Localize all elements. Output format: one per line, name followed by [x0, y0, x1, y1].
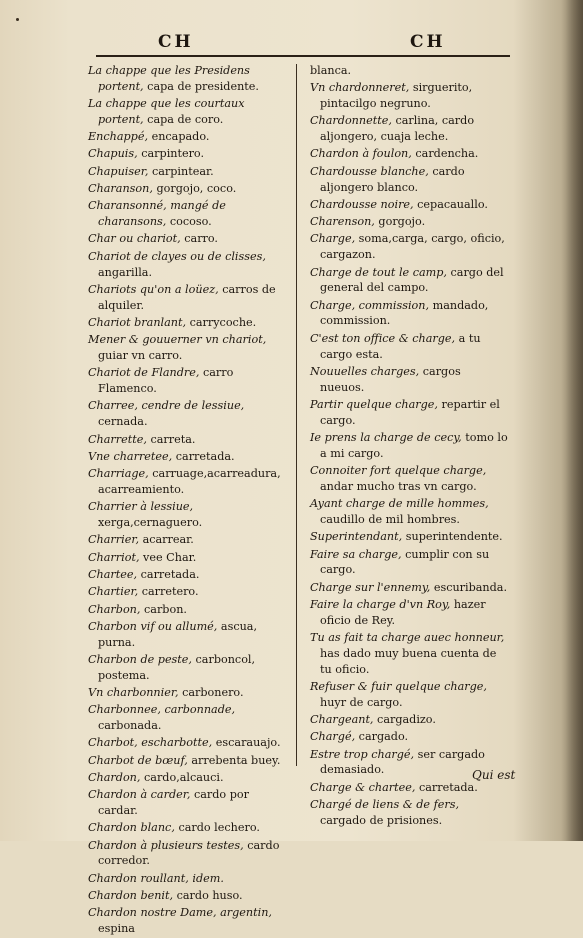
dictionary-entry — [310, 463, 508, 495]
dictionary-entry — [88, 905, 288, 937]
headword-french: Enchappé, — [88, 130, 149, 144]
headword-french: Chariot de clayes ou de clisses, — [88, 249, 266, 263]
headword-french: Chardon à plusieurs testes, — [88, 838, 244, 852]
translation-spanish: a tu cargo esta. — [320, 331, 481, 361]
dictionary-entry — [310, 630, 508, 677]
headword-french: Charge, — [310, 232, 356, 246]
translation-spanish: cargos nueuos. — [320, 364, 461, 394]
dictionary-entry — [88, 129, 288, 145]
dictionary-entry — [88, 770, 288, 786]
translation-spanish: cardo corredor. — [98, 838, 280, 868]
headword-french: Chardon nostre Dame, argentin, — [88, 906, 272, 920]
dictionary-entry — [88, 787, 288, 819]
headword-french: Chardon à carder, — [88, 788, 191, 802]
dictionary-entry — [310, 298, 508, 330]
headword-french: Vne charretee, — [88, 449, 173, 463]
translation-spanish: gorgojo, coco. — [152, 182, 237, 196]
translation-spanish: cumplir con su cargo. — [320, 547, 490, 577]
translation-spanish: vee Char. — [139, 550, 197, 564]
dictionary-entry — [88, 499, 288, 531]
headword-french: Char ou chariot, — [88, 232, 181, 246]
headword-french: Chardousse noire, — [310, 197, 414, 211]
dictionary-entry — [310, 146, 508, 162]
translation-spanish: carrycoche. — [186, 315, 257, 329]
dictionary-entry — [310, 214, 508, 230]
dictionary-entry — [88, 63, 288, 95]
headword-french: Charriage, — [88, 467, 149, 481]
headword-french: Charge & chartee, — [310, 780, 416, 794]
headword-french: Connoiter fort quelque charge, — [310, 464, 487, 478]
translation-spanish: ascua, purna. — [98, 619, 258, 649]
dictionary-entry — [310, 430, 508, 462]
headword-french: Charge, commission, — [310, 298, 430, 312]
translation-spanish: tomo lo a mi cargo. — [320, 431, 508, 460]
headword-french: Chariots qu'on a loüez, — [88, 282, 219, 296]
dictionary-entry — [88, 735, 288, 751]
translation-spanish: carros de alquiler. — [98, 282, 276, 312]
headword-french: Charge de tout le camp, — [310, 265, 447, 279]
translation-spanish: superintendente. — [402, 530, 503, 544]
translation-spanish: cardo huso. — [173, 889, 243, 903]
dictionary-entry — [310, 547, 508, 579]
dictionary-entry — [310, 780, 508, 796]
dictionary-entry — [310, 63, 508, 79]
headword-french: Charriot, — [88, 550, 140, 564]
dictionary-entry — [88, 685, 288, 701]
translation-spanish: carbon. — [140, 602, 187, 616]
headword-french: Charansonné, mangé de charansons, — [88, 199, 226, 229]
translation-spanish: cepacauallo. — [413, 197, 488, 211]
headword-french: Chargé de liens & de fers, — [310, 798, 459, 812]
dictionary-entry — [88, 466, 288, 498]
translation-spanish: acarrear. — [139, 533, 194, 547]
translation-spanish: repartir el cargo. — [320, 397, 500, 427]
translation-spanish: sirguerito, pintacilgo negruno. — [320, 81, 473, 111]
dictionary-entry — [310, 729, 508, 745]
dictionary-entry — [88, 432, 288, 448]
headword-french: Faire la charge d'vn Roy, — [310, 598, 451, 611]
dictionary-entry — [88, 332, 288, 364]
dictionary-entry — [310, 496, 508, 528]
headword-french: Charree, cendre de lessiue, — [88, 399, 245, 413]
headword-french: Ie prens la charge de cecy, — [310, 431, 462, 445]
dictionary-entry — [310, 364, 508, 396]
dictionary-entry — [88, 231, 288, 247]
dictionary-entry — [310, 529, 508, 545]
headword-french: Charbon, — [88, 602, 141, 616]
translation-spanish: carruage,acarreadura, acarreamiento. — [98, 467, 281, 496]
gutter-shadow — [561, 0, 583, 841]
headword-french: Charge sur l'ennemy, — [310, 580, 431, 594]
translation-spanish: cardo aljongero blanco. — [320, 164, 465, 194]
translation-spanish: soma,carga, cargo, oficio, cargazon. — [320, 232, 505, 262]
dictionary-entry — [88, 365, 288, 397]
headword-french: Charenson, — [310, 215, 375, 229]
dictionary-entry — [310, 197, 508, 213]
translation-spanish: escarauajo. — [212, 736, 281, 750]
translation-spanish: carpintear. — [148, 164, 214, 178]
dictionary-entry — [88, 146, 288, 162]
translation-spanish: encapado. — [148, 130, 210, 144]
dictionary-entry — [88, 584, 288, 600]
dictionary-entry — [88, 550, 288, 566]
headword-french: Chartee, — [88, 567, 138, 581]
dictionary-entry — [88, 753, 288, 769]
translation-spanish: arrebenta buey. — [187, 753, 281, 767]
translation-spanish: espina — [98, 922, 135, 936]
translation-spanish: carpintero. — [137, 147, 205, 161]
headword-french: Charbot de bœuf, — [88, 753, 188, 767]
headword-french: Chartier, — [88, 585, 139, 599]
dictionary-entry — [88, 702, 288, 734]
dictionary-entry — [310, 797, 508, 829]
translation-spanish: cardo,alcauci. — [140, 770, 224, 784]
translation-spanish: cargo del general del campo. — [320, 265, 504, 295]
headword-french: Chargé, — [310, 730, 356, 744]
translation-spanish: carretada. — [415, 780, 478, 794]
dictionary-entry — [88, 282, 288, 314]
dictionary-entry — [310, 164, 508, 196]
headword-french: Chardon à foulon, — [310, 147, 412, 161]
headword-french: Vn chardonneret, — [310, 81, 410, 95]
running-header-left: CH — [158, 32, 194, 52]
dictionary-entry — [88, 181, 288, 197]
translation-spanish: carro Flamenco. — [98, 366, 234, 396]
dictionary-entry — [88, 871, 288, 887]
right-column — [310, 63, 508, 830]
translation-spanish: blanca. — [310, 64, 352, 77]
dictionary-entry — [88, 198, 288, 230]
translation-spanish: mandado, commission. — [320, 298, 489, 328]
translation-spanish: escuribanda. — [430, 580, 508, 594]
headword-french: Chardon roullant, idem. — [88, 871, 224, 885]
headword-french: Chardousse blanche, — [310, 164, 429, 178]
translation-spanish: huyr de cargo. — [320, 695, 403, 709]
translation-spanish: carretada. — [172, 449, 235, 463]
dictionary-entry — [88, 820, 288, 836]
headword-french: Chapuiser, — [88, 164, 149, 178]
headword-french: Nouuelles charges, — [310, 364, 420, 378]
headword-french: Chariot de Flandre, — [88, 366, 200, 380]
header-rule — [96, 55, 510, 58]
dictionary-entry — [310, 397, 508, 429]
running-header-right: CH — [410, 32, 446, 52]
headword-french: Charanson, — [88, 182, 153, 196]
translation-spanish: hazer oficio de Rey. — [320, 598, 486, 627]
headword-french: Vn charbonnier, — [88, 685, 179, 699]
headword-french: Chardon blanc, — [88, 821, 175, 835]
headword-french: Charbonnee, carbonnade, — [88, 703, 236, 717]
translation-spanish: cardencha. — [411, 147, 479, 161]
dictionary-entry — [88, 567, 288, 583]
dictionary-entry — [310, 265, 508, 297]
dictionary-entry — [88, 249, 288, 281]
headword-french: Chapuis, — [88, 147, 138, 161]
headword-french: Chardon, — [88, 770, 141, 784]
headword-french: Charrier à lessiue, — [88, 500, 194, 514]
translation-spanish: angarilla. — [98, 265, 153, 279]
headword-french: Chariot branlant, — [88, 315, 187, 329]
dictionary-entry — [88, 449, 288, 465]
headword-french: Charrette, — [88, 432, 147, 446]
catchword: Qui est — [472, 768, 516, 782]
translation-spanish: carbonada. — [98, 719, 162, 733]
translation-spanish: carboncol, postema. — [98, 652, 256, 682]
headword-french: Chardonnette, — [310, 114, 392, 128]
headword-french: C'est ton office & charge, — [310, 331, 456, 345]
dictionary-entry — [310, 679, 508, 711]
dictionary-entry — [310, 597, 508, 629]
translation-spanish: carro. — [180, 232, 218, 246]
headword-french: La chappe que les Presidens portent, — [88, 64, 250, 93]
dictionary-entry — [310, 580, 508, 596]
translation-spanish: caudillo de mil hombres. — [320, 513, 460, 527]
translation-spanish: has dado muy buena cuenta de tu oficio. — [320, 646, 497, 676]
translation-spanish: carretero. — [138, 585, 199, 599]
dictionary-entry — [310, 712, 508, 728]
translation-spanish: carretada. — [137, 567, 200, 581]
translation-spanish: gorgojo. — [374, 215, 426, 229]
headword-french: Charbon de peste, — [88, 652, 192, 666]
dictionary-entry — [88, 602, 288, 618]
translation-spanish: cardo lechero. — [174, 821, 260, 835]
translation-spanish: carreta. — [146, 432, 196, 446]
translation-spanish: andar mucho tras vn cargo. — [320, 479, 477, 493]
translation-spanish: capa de coro. — [143, 112, 224, 126]
dictionary-entry — [310, 331, 508, 363]
dictionary-entry — [88, 652, 288, 684]
left-column — [88, 63, 288, 938]
translation-spanish: cargado de prisiones. — [320, 813, 443, 827]
headword-french: Faire sa charge, — [310, 547, 402, 561]
headword-french: Charbon vif ou allumé, — [88, 619, 218, 633]
headword-french: Charrier, — [88, 533, 140, 547]
translation-spanish: cargado. — [355, 730, 409, 744]
headword-french: Superintendant, — [310, 530, 403, 544]
dictionary-entry — [88, 838, 288, 870]
dictionary-entry — [88, 164, 288, 180]
headword-french: La chappe que les courtaux portent, — [88, 97, 245, 126]
dictionary-entry — [88, 96, 288, 128]
headword-french: Partir quelque charge, — [310, 397, 438, 411]
headword-french: Ayant charge de mille hommes, — [310, 497, 489, 511]
dictionary-entry — [88, 315, 288, 331]
dictionary-entry — [88, 398, 288, 430]
ink-spot — [16, 18, 19, 21]
translation-spanish: cocoso. — [166, 215, 212, 229]
translation-spanish: cernada. — [98, 415, 148, 429]
translation-spanish: carbonero. — [178, 685, 244, 699]
headword-french: Estre trop chargé, — [310, 747, 415, 761]
headword-french: Chargeant, — [310, 713, 374, 727]
dictionary-entry — [88, 619, 288, 651]
translation-spanish: ser cargado demasiado. — [320, 747, 485, 777]
dictionary-entry — [310, 231, 508, 263]
dictionary-entry — [88, 888, 288, 904]
column-divider — [296, 64, 297, 766]
translation-spanish: carlina, cardo aljongero, cuaja leche. — [320, 114, 475, 144]
dictionary-entry — [310, 113, 508, 145]
headword-french: Mener & gouuerner vn chariot, — [88, 333, 267, 347]
headword-french: Charbot, escharbotte, — [88, 736, 213, 750]
dictionary-entry — [88, 532, 288, 548]
headword-french: Refuser & fuir quelque charge, — [310, 679, 487, 693]
translation-spanish: cardo por cardar. — [98, 788, 249, 818]
dictionary-entry — [310, 80, 508, 112]
headword-french: Chardon benit, — [88, 889, 174, 903]
translation-spanish: xerga,cernaguero. — [98, 516, 203, 530]
translation-spanish: capa de presidente. — [143, 79, 259, 93]
headword-french: Tu as fait ta charge auec honneur, — [310, 631, 505, 645]
translation-spanish: guiar vn carro. — [98, 349, 183, 363]
translation-spanish: cargadizo. — [373, 713, 436, 727]
